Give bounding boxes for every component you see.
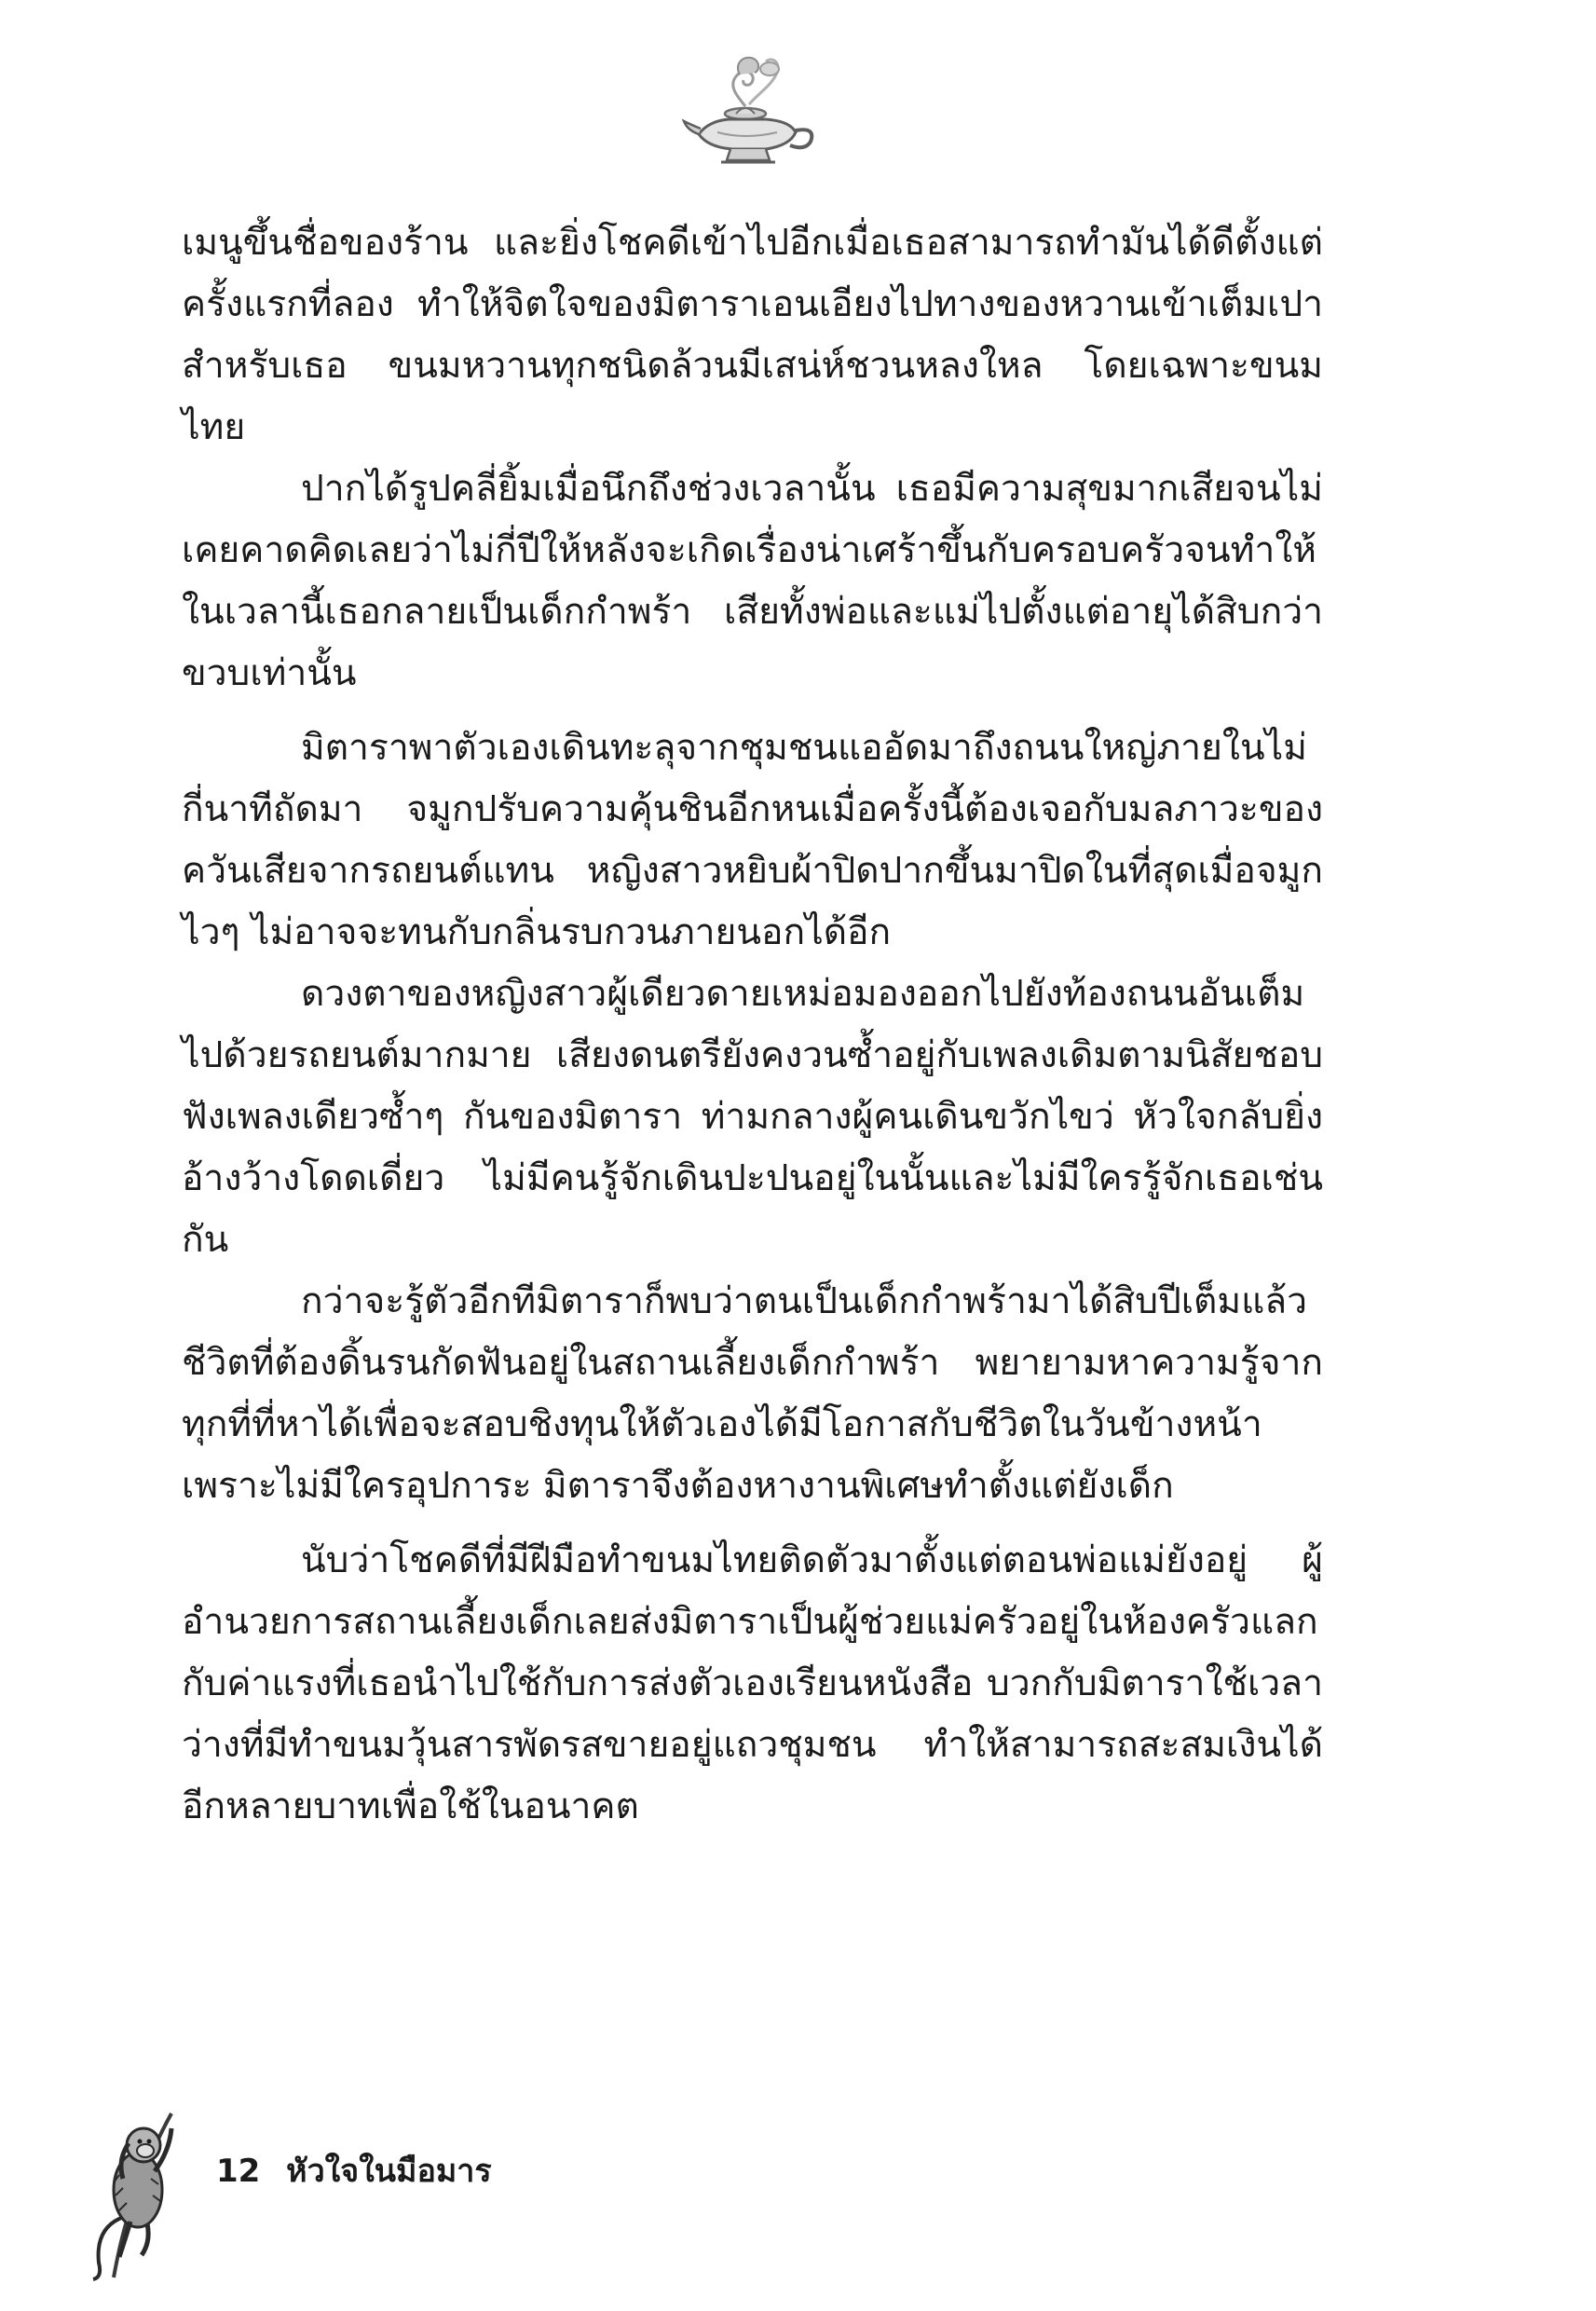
paragraph-6: นับว่าโชคดีที่มีฝีมือทำขนมไทยติดตัวมาตั้งแต่ตอนพ่อแม่ยังอยู่ ผู้อำนวยการสถานเลี้ยงเด็กเลยส่งมิตาราเป็นผู้ช่วยแม่ครัวอยู่ในห้องครัวแลกกับค่าแรงที่เธอนำไปใช้กับการส่งตัวเองเรียนหนังสือ บวกกับมิตาราใช้เวลาว่างที่มีทำขนมวุ้นสารพัดรสขายอยู่แถวชุมชน ทำให้สามารถสะสมเงินได้อีกหลายบาทเพื่อใช้ในอนาคต [182,1539,1323,1827]
monkey-icon [86,2085,188,2281]
paragraph-5: กว่าจะรู้ตัวอีกทีมิตาราก็พบว่าตนเป็นเด็กกำพร้ามาได้สิบปีเต็มแล้ว ชีวิตที่ต้องดิ้นรนกัดฟันอยู่ในสถานเลี้ยงเด็กกำพร้า พยายามหาความรู้จากทุกที่ที่หาได้เพื่อจะสอบชิงทุนให้ตัวเองได้มีโอกาสกับชีวิตในวันข้างหน้า เพราะไม่มีใครอุปการะ มิตาราจึงต้องหางานพิเศษทำตั้งแต่ยังเด็ก [182,1280,1323,1507]
paragraph-2: ปากได้รูปคลี่ยิ้มเมื่อนึกถึงช่วงเวลานั้น เธอมีความสุขมากเสียจนไม่เคยคาดคิดเลยว่าไม่กี่ปีให้หลังจะเกิดเรื่องน่าเศร้าขึ้นกับครอบครัวจนทำให้ในเวลานี้เธอกลายเป็นเด็กกำพร้า เสียทั้งพ่อและแม่ไปตั้งแต่อายุได้สิบกว่าขวบเท่านั้น [182,468,1323,694]
page-number: 12 [216,2153,261,2190]
book-title: หัวใจในมือมาร [286,2153,492,2190]
page-footer [216,2145,492,2195]
body-text [182,212,1323,1838]
genie-lamp-icon [680,48,820,170]
paragraph-4: ดวงตาของหญิงสาวผู้เดียวดายเหม่อมองออกไปยังท้องถนนอันเต็มไปด้วยรถยนต์มากมาย เสียงดนตรียังคงวนซ้ำอยู่กับเพลงเดิมตามนิสัยชอบฟังเพลงเดียวซ้ำๆ กันของมิตารา ท่ามกลางผู้คนเดินขวักไขว่ หัวใจกลับยิ่งอ้างว้างโดดเดี่ยว ไม่มีคนรู้จักเดินปะปนอยู่ในนั้นและไม่มีใครรู้จักเธอเช่นกัน [182,973,1323,1261]
paragraph-1: เมนูขึ้นชื่อของร้าน และยิ่งโชคดีเข้าไปอีกเมื่อเธอสามารถทำมันได้ดีตั้งแต่ครั้งแรกที่ลอง ทำให้จิตใจของมิตาราเอนเอียงไปทางของหวานเข้าเต็มเปาสำหรับเธอ ขนมหวานทุกชนิดล้วนมีเสน่ห์ชวนหลงใหล โดยเฉพาะขนมไทย [182,222,1323,448]
paragraph-3: มิตาราพาตัวเองเดินทะลุจากชุมชนแออัดมาถึงถนนใหญ่ภายในไม่กี่นาทีถัดมา จมูกปรับความคุ้นชินอีกหนเมื่อครั้งนี้ต้องเจอกับมลภาวะของควันเสียจากรถยนต์แทน หญิงสาวหยิบผ้าปิดปากขึ้นมาปิดในที่สุดเมื่อจมูกไวๆ ไม่อาจจะทนกับกลิ่นรบกวนภายนอกได้อีก [182,727,1323,953]
